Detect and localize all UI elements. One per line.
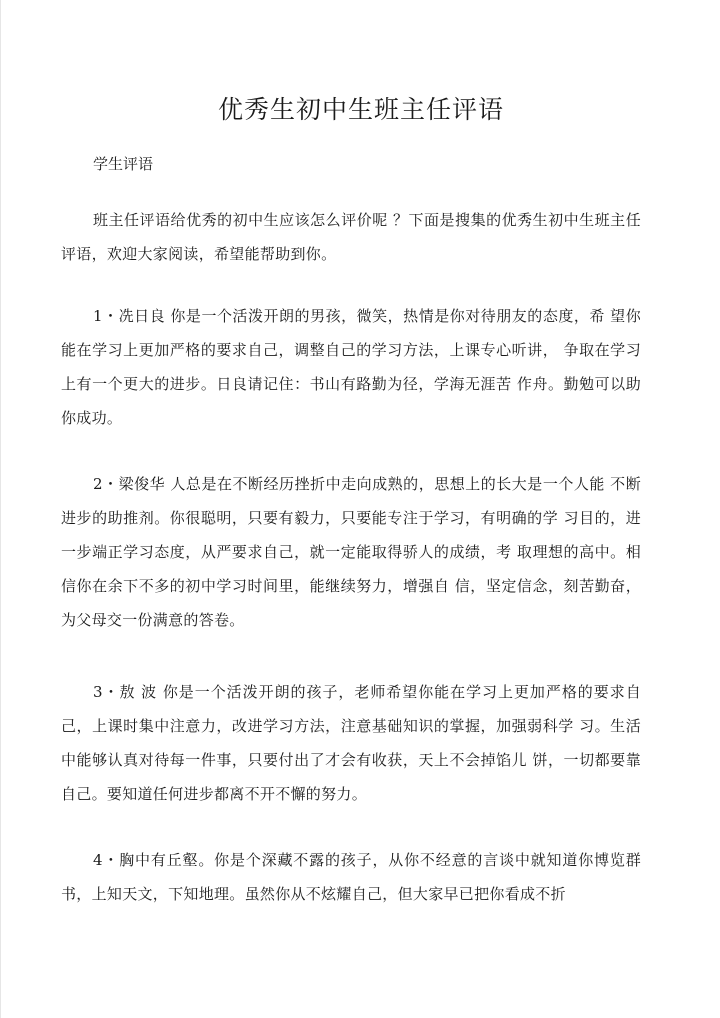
section-subtitle: 学生评语 [93, 155, 154, 173]
comment-paragraph-2: 2・梁俊华 人总是在不断经历挫折中走向成熟的，思想上的长大是一个人能 不断进步的助推剂。你很聪明，只要有毅力，只要能专注于学习，有明确的学 习目的，进一步端正学习态度，从严要求自己，就一定能取得骄人的成绩，考 取理想的高中。相信你在余下不多的初中学习时间里，能继续努力，增强自 信，坚定信念，刻苦勤奋，为父母交一份满意的答卷。 [61, 475, 641, 629]
comment-paragraph-4: 4・胸中有丘壑。你是个深藏不露的孩子，从你不经意的言谈中就知道你博览群书，上知天文，下知地理。虽然你从不炫耀自己，但大家早已把你看成不折 [61, 851, 641, 903]
page-title: 优秀生初中生班主任评语 [217, 95, 504, 124]
intro-paragraph: 班主任评语给优秀的初中生应该怎么评价呢 ？下面是搜集的优秀生初中生班主任评语，欢迎大家阅读，希望能帮助到你。 [61, 211, 641, 263]
comment-paragraph-3: 3・敖 波 你是一个活泼开朗的孩子，老师希望你能在学习上更加严格的要求自己，上课时集中注意力，改进学习方法，注意基础知识的掌握，加强弱科学 习。生活中能够认真对待每一件事，只要付出了才会有收获，天上不会掉馅儿 饼，一切都要靠自己。要知道任何进步都离不开不懈的努力。 [61, 683, 641, 803]
comment-paragraph-1: 1・冼日良 你是一个活泼开朗的男孩，微笑，热情是你对待朋友的态度，希 望你能在学习上更加严格的要求自己，调整自己的学习方法，上课专心听讲， 争取在学习上有一个更大的进步。日良请记住：书山有路勤为径，学海无涯苦 作舟。勤勉可以助你成功。 [61, 307, 641, 427]
